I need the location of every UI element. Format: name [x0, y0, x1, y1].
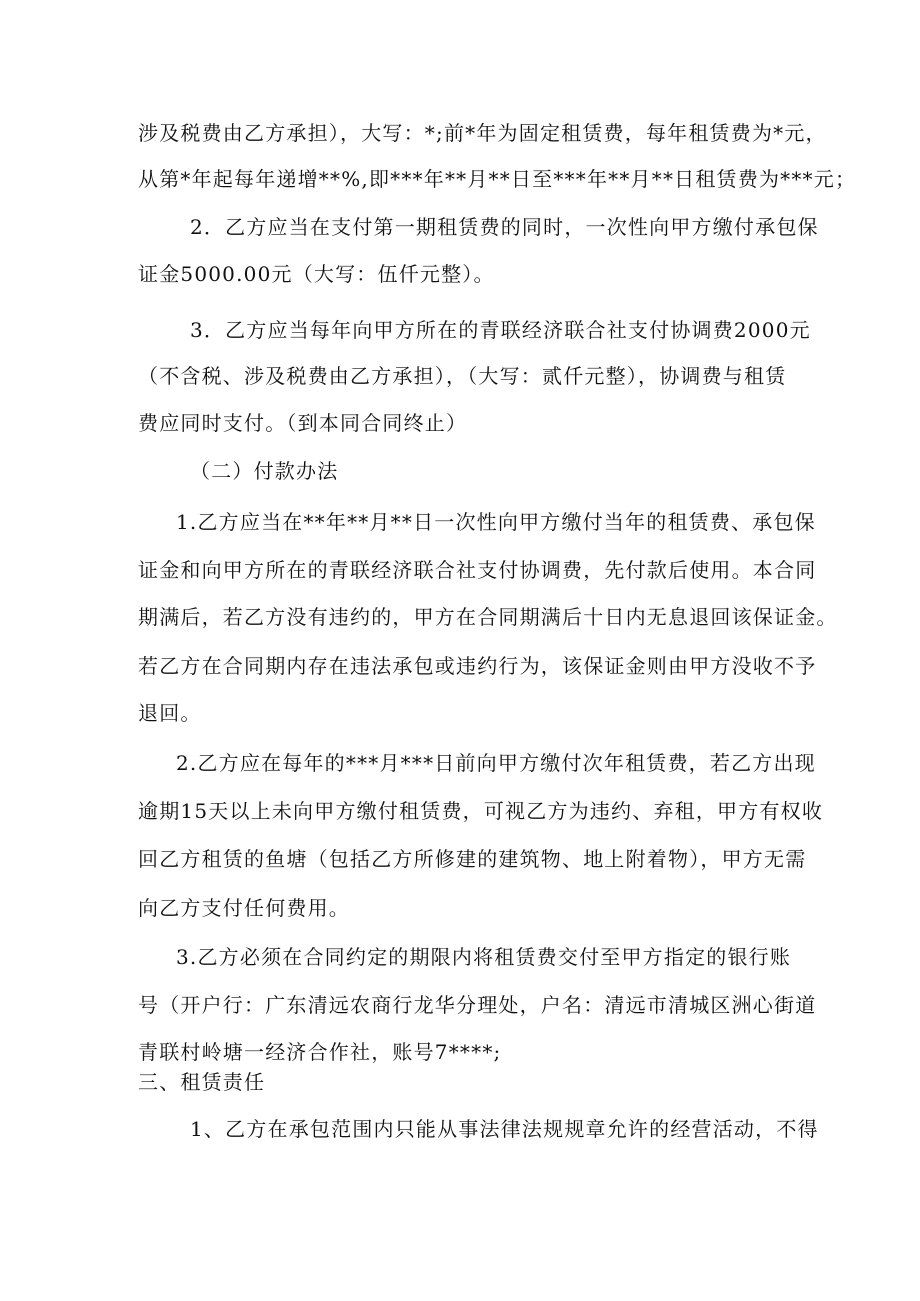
- section-heading-lease-responsibility: 三、租赁责任: [138, 1070, 266, 1094]
- payment-clause-1-line: 1.乙方应当在**年**月**日一次性向甲方缴付当年的租赁费、承包保: [176, 510, 816, 534]
- responsibility-clause-1-line: 1、乙方在承包范围内只能从事法律法规规章允许的经营活动，不得: [190, 1117, 819, 1141]
- text-line: 逾期15天以上未向甲方缴付租赁费，可视乙方为违约、弃租，甲方有权收: [138, 799, 824, 823]
- clause-2-line: 2．乙方应当在支付第一期租赁费的同时，一次性向甲方缴付承包保: [190, 215, 819, 239]
- text-line: 向乙方支付任何费用。: [138, 896, 350, 920]
- section-heading-payment-method: （二）付款办法: [190, 459, 339, 483]
- text-line: 从第*年起每年递增**%,即***年**月**日至***年**月**日租赁费为***元；: [138, 167, 857, 191]
- text-line: 费应同时支付。（到本同合同终止）: [138, 411, 468, 435]
- text-line: （不含税、涉及税费由乙方承担），（大写：贰仟元整），协调费与租赁: [138, 364, 787, 388]
- text-line: 涉及税费由乙方承担），大写：*;前*年为固定租赁费，每年租赁费为*元，: [138, 121, 827, 145]
- text-line: 青联村岭塘一经济合作社，账号7****;: [138, 1040, 502, 1064]
- payment-clause-2-line: 2.乙方应在每年的***月***日前向甲方缴付次年租赁费，若乙方出现: [176, 751, 816, 775]
- text-line: 回乙方租赁的鱼塘（包括乙方所修建的建筑物、地上附着物），甲方无需: [138, 847, 807, 871]
- text-line: 证金5000.00元（大写：伍仟元整）。: [138, 262, 495, 286]
- text-line: 退回。: [138, 701, 202, 725]
- clause-3-line: 3．乙方应当每年向甲方所在的青联经济联合社支付协调费2000元: [190, 318, 811, 342]
- text-line: 期满后，若乙方没有违约的，甲方在合同期满后十日内无息退回该保证金。: [138, 605, 838, 629]
- text-line: 证金和向甲方所在的青联经济联合社支付协调费，先付款后使用。本合同: [138, 558, 817, 582]
- text-line: 号（开户行：广东清远农商行龙华分理处，户名：清远市清城区洲心街道: [138, 993, 817, 1017]
- text-line: 若乙方在合同期内存在违法承包或违约行为，该保证金则由甲方没收不予: [138, 654, 817, 678]
- payment-clause-3-line: 3.乙方必须在合同约定的期限内将租赁费交付至甲方指定的银行账: [176, 945, 792, 969]
